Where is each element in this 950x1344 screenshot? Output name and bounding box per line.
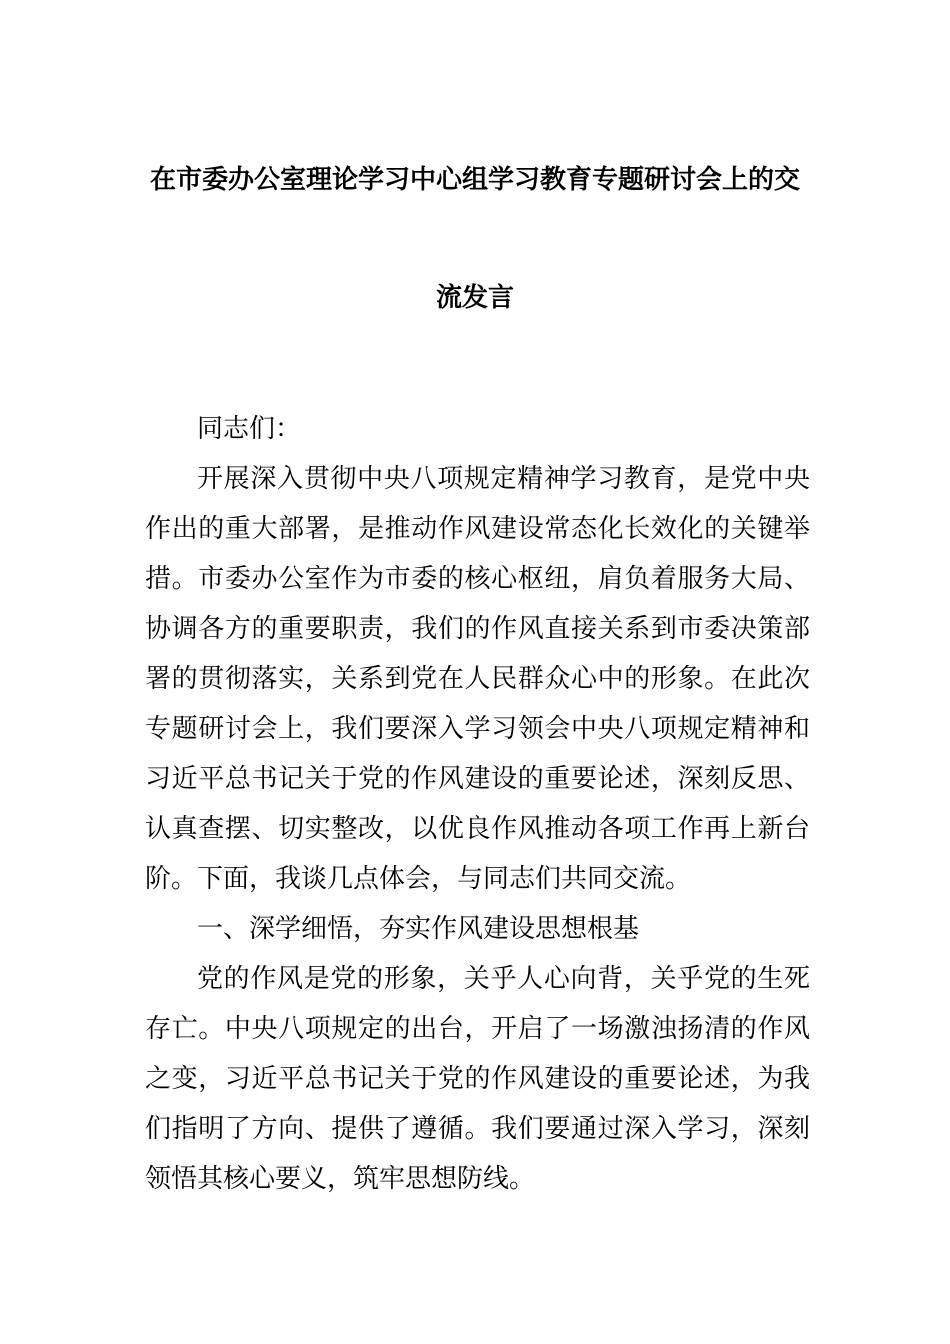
section-paragraph-1: 党的作风是党的形象，关乎人心向背，关乎党的生死存亡。中央八项规定的出台，开启了一场激浊扬清的作风之变，习近平总书记关于党的作风建设的重要论述，为我们指明了方向、提供了遵循。我们要通过深入学习，深刻领悟其核心要义，筑牢思想防线。: [145, 964, 810, 1194]
section-heading-1: 一、深学细悟，夯实作风建设思想根基: [197, 914, 640, 944]
document-body: [145, 404, 810, 1204]
document-title-line-2: 流发言: [435, 283, 514, 313]
intro-paragraph: 开展深入贯彻中央八项规定精神学习教育，是党中央作出的重大部署，是推动作风建设常态化长效化的关键举措。市委办公室作为市委的核心枢纽，肩负着服务大局、协调各方的重要职责，我们的作风直接关系到市委决策部署的贯彻落实，关系到党在人民群众心中的形象。在此次专题研讨会上，我们要深入学习领会中央八项规定精神和习近平总书记关于党的作风建设的重要论述，深刻反思、认真查摆、切实整改，以优良作风推动各项工作再上新台阶。下面，我谈几点体会，与同志们共同交流。: [145, 464, 810, 894]
salutation: 同志们：: [197, 414, 302, 444]
document-title-line-1: 在市委办公室理论学习中心组学习教育专题研讨会上的交: [149, 165, 800, 195]
